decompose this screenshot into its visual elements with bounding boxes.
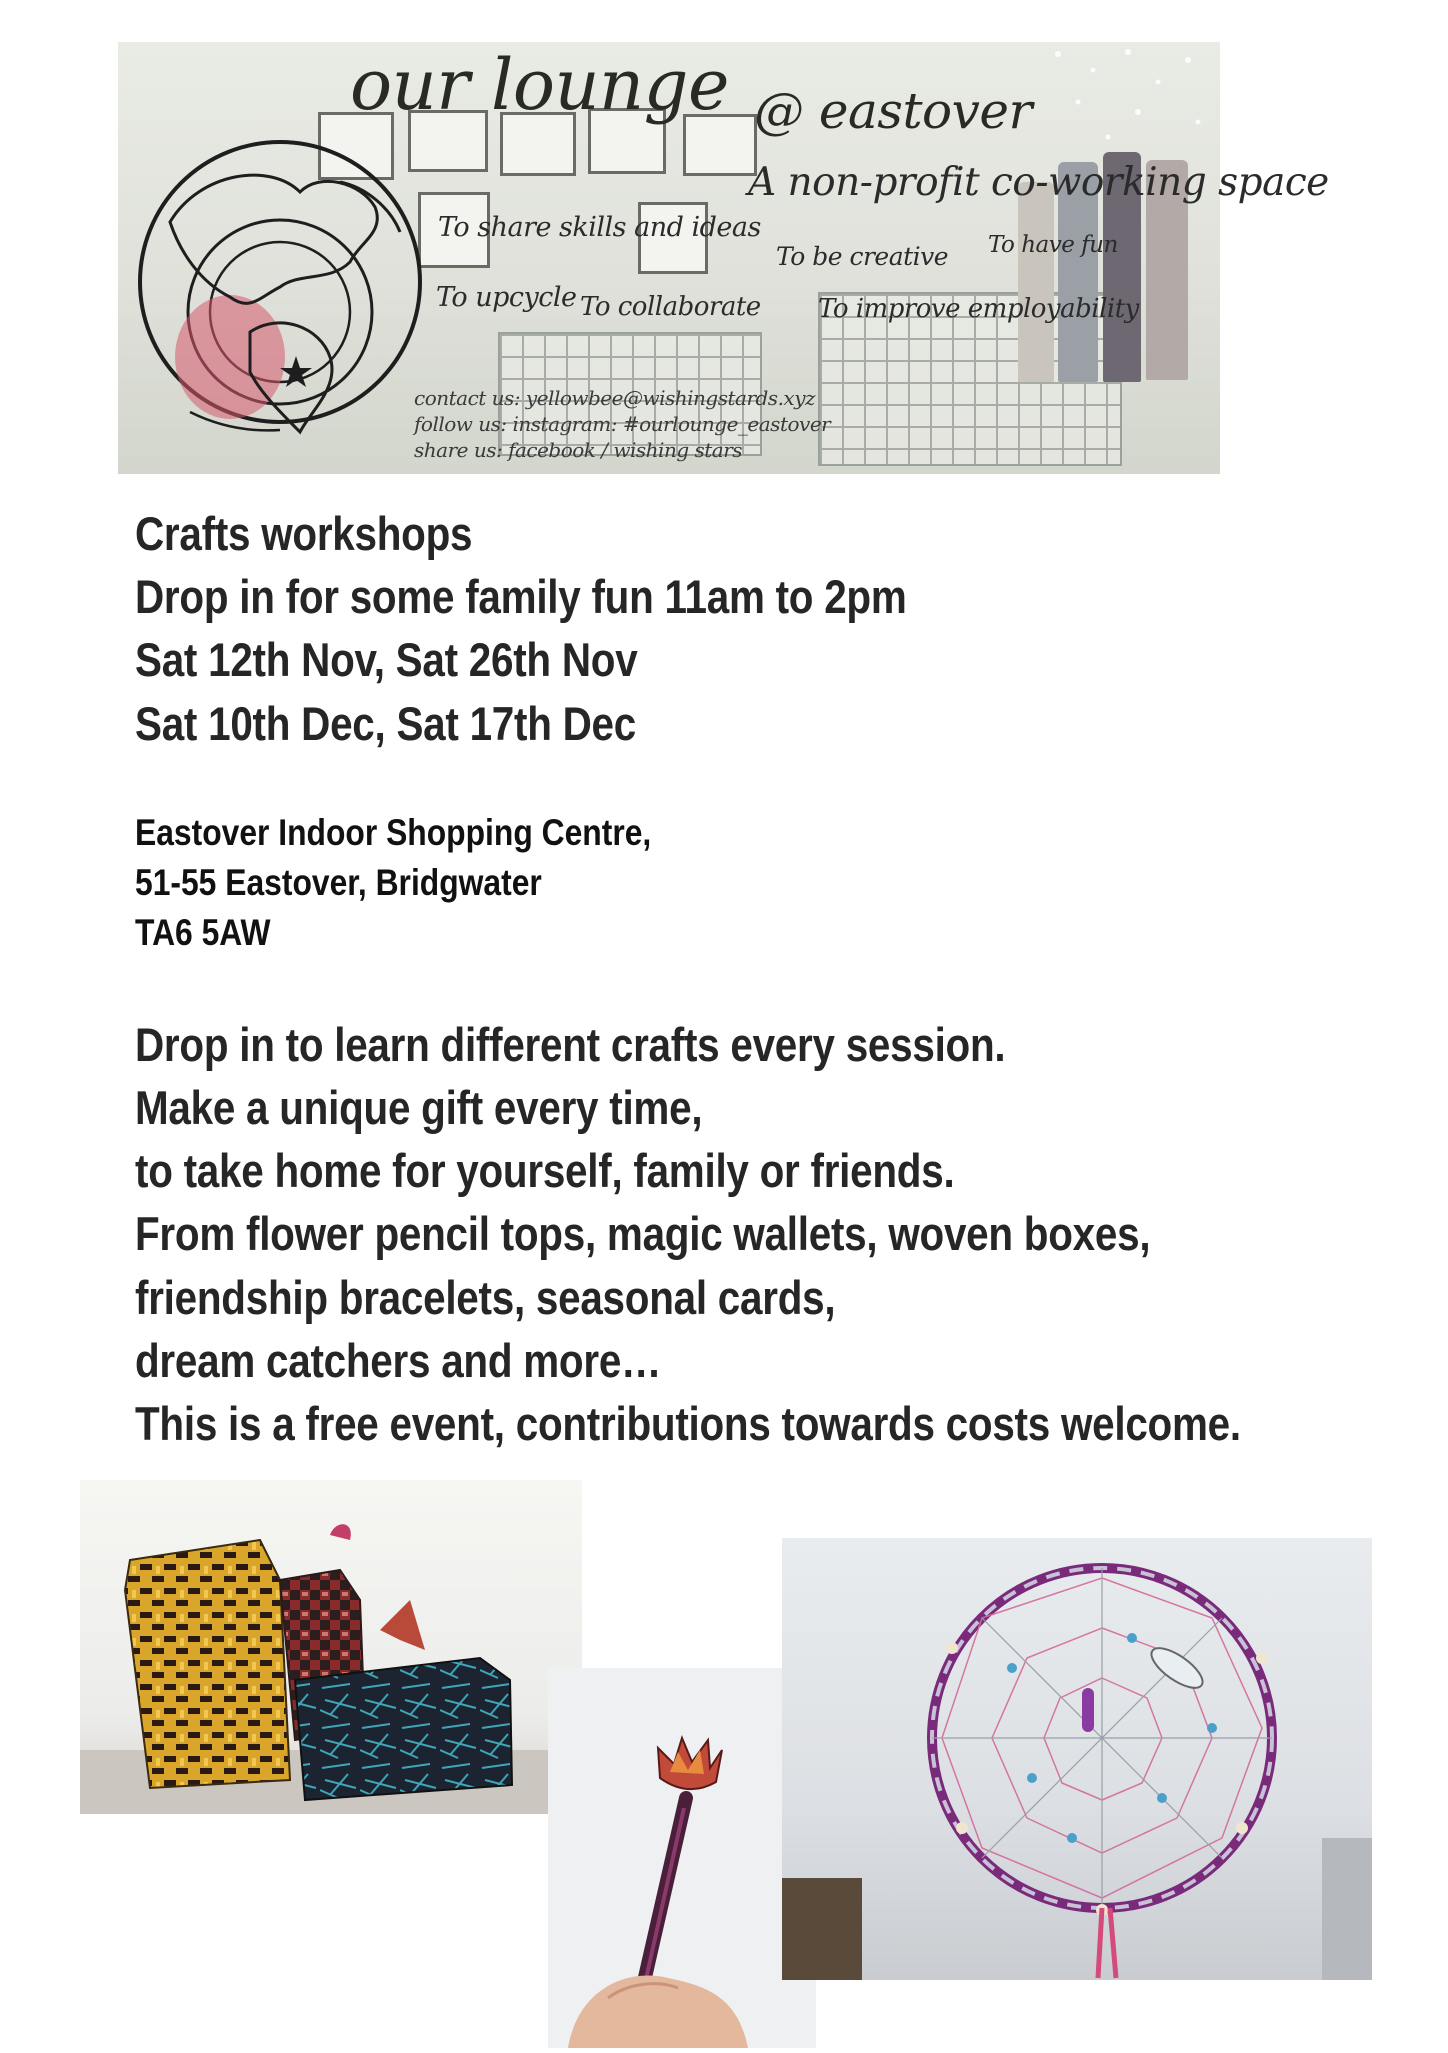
aim-be-creative: To be creative [776,242,949,271]
fairy-lights [1038,42,1218,152]
description-line: dream catchers and more… [135,1334,662,1387]
event-dates-december: Sat 10th Dec, Sat 17th Dec [135,697,636,750]
description-line: Drop in to learn different crafts every session. [135,1018,1006,1071]
event-time: Drop in for some family fun 11am to 2pm [135,570,907,623]
address-line-2: 51-55 Eastover, Bridgwater [135,862,542,903]
aim-collaborate: To collaborate [580,292,761,322]
description-line: to take home for yourself, family or friends. [135,1144,955,1197]
description-line: Make a unique gift every time, [135,1081,703,1134]
event-heading: Crafts workshops [135,507,473,560]
event-dates-november: Sat 12th Nov, Sat 26th Nov [135,633,638,686]
follow-line: follow us: instagram: #ourlounge_eastover [414,412,831,436]
address-postcode: TA6 5AW [135,912,271,953]
address-line-1: Eastover Indoor Shopping Centre, [135,812,652,853]
flower-pencil-top-photo [548,1668,816,2048]
description-line: From flower pencil tops, magic wallets, woven boxes, [135,1207,1151,1260]
aim-improve-employability: To improve employability [818,294,1139,324]
aim-have-fun: To have fun [988,232,1118,258]
banner-title: our lounge [350,44,729,126]
aim-share-skills: To share skills and ideas [438,212,761,243]
clothes-rack [1018,182,1054,382]
woven-boxes-photo [80,1480,582,1814]
header-banner [118,42,1329,474]
banner-title-location: @ eastover [754,82,1032,140]
free-event-line: This is a free event, contributions towards costs welcome. [135,1397,1241,1450]
dream-catcher-photo [782,1538,1372,1980]
banner-tagline: A non-profit co-working space [748,160,1329,205]
contact-line: contact us: yellowbee@wishingstards.xyz [414,386,816,410]
share-line: share us: facebook / wishing stars [414,438,743,462]
aim-upcycle: To upcycle [436,282,577,313]
description-line: friendship bracelets, seasonal cards, [135,1271,836,1324]
globe-logo-icon [130,112,430,452]
